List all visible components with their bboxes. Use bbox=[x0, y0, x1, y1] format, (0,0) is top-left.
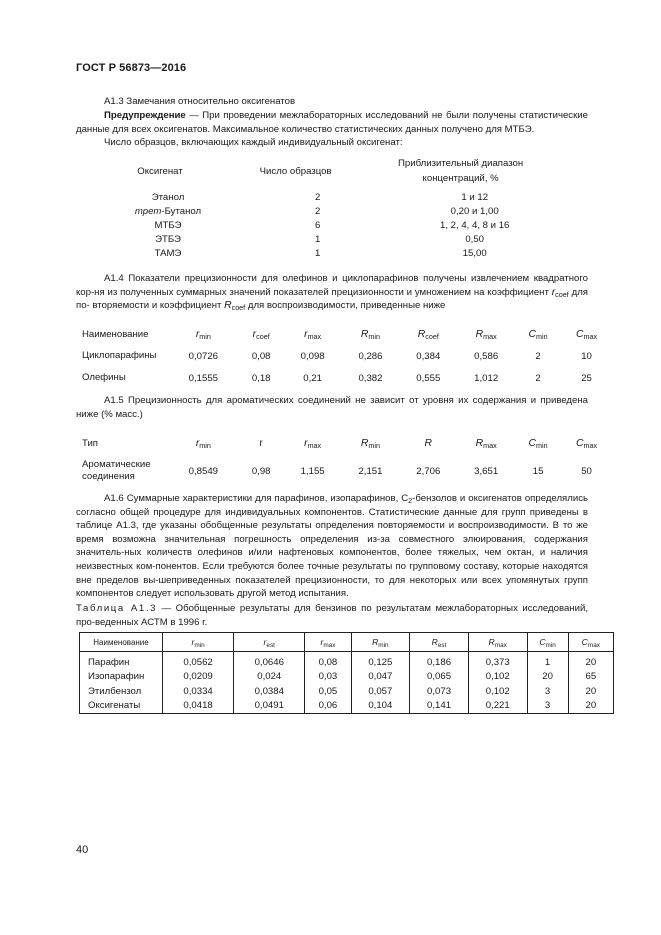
table-cell: 0,102 bbox=[468, 670, 527, 685]
precision-table-a14 bbox=[82, 323, 612, 389]
table-header-row bbox=[80, 633, 614, 652]
table-cell: 0,08 bbox=[251, 350, 271, 362]
sample-count: 1 bbox=[315, 248, 321, 260]
table-cell: 25 bbox=[581, 372, 592, 384]
table-cell: 0,555 bbox=[416, 372, 441, 384]
table-row bbox=[100, 218, 570, 232]
table-cell: 50 bbox=[581, 465, 592, 477]
table-row bbox=[80, 684, 614, 699]
table-cell: 0,073 bbox=[410, 684, 469, 699]
table-row bbox=[82, 456, 612, 486]
oxygenate-name: Этанол bbox=[151, 191, 185, 203]
table-cell: 10 bbox=[581, 350, 592, 362]
table-cell: 0,0334 bbox=[163, 684, 234, 699]
section-a16-text: А1.6 Суммарные характеристики для парафинов, изопарафинов, $С_2$-бензолов и оксигенатов определялись согласно общей процедуре для индивидуальных компонентов. Статистические данные для групп приведены в таблице А1.3, где указаны обобщенные результаты определения повторяемости и воспроизводимости. В то же время возможна значительная погрешность определения из-за совместного элюирования, содержания значитель-ных количеств олефинов и/или нафтеновых компонентов, более тяжелых, чем октан, и наличия неизвестных ком-понентов. Если требуются более точные результаты по групповому составу, которые находятся вне пределов вы-шеприведенных показателей прецизионности, то для некоторых или всех упомянутых групп компонентов следует использовать другой метод испытания. bbox=[76, 493, 588, 600]
column-header: $C_{min}$ bbox=[528, 328, 548, 341]
row-name: Парафин bbox=[80, 652, 163, 670]
column-header: $R_{max}$ bbox=[475, 437, 497, 450]
table-a13-caption: Таблица А1.3 — Обобщенные результаты для бензинов по результатам межлабораторных исследований, про-веденных АСТМ в 1996 г. bbox=[76, 603, 588, 628]
row-name: Этилбензол bbox=[80, 684, 163, 699]
table-cell: 2 bbox=[535, 372, 541, 384]
sample-count: 6 bbox=[315, 219, 321, 231]
table-header-row bbox=[82, 323, 612, 345]
column-header: $C_{max}$ bbox=[576, 437, 598, 450]
table-cell: 15 bbox=[532, 465, 544, 477]
table-cell: 0,0491 bbox=[234, 699, 305, 714]
table-cell: 0,8549 bbox=[188, 465, 219, 477]
sample-count: 1 bbox=[315, 234, 321, 246]
table-row bbox=[100, 204, 570, 218]
column-header: $R_{coef}$ bbox=[417, 328, 439, 341]
table-cell: 20 bbox=[568, 684, 613, 699]
table-cell: 0,21 bbox=[303, 372, 322, 384]
table-row bbox=[82, 345, 612, 367]
column-header: r bbox=[259, 437, 263, 449]
column-header: Приблизительный диапазон концентраций, % bbox=[398, 158, 524, 184]
table-cell: 20 bbox=[527, 670, 568, 685]
table-cell: 0,186 bbox=[410, 652, 469, 670]
table-cell: 1,012 bbox=[474, 372, 499, 384]
table-cell: 1 bbox=[527, 652, 568, 670]
column-header: $R_{max}$ bbox=[468, 633, 527, 652]
table-cell: 0,03 bbox=[305, 670, 351, 685]
concentration-range: 15,00 bbox=[462, 248, 487, 260]
table-row bbox=[100, 190, 570, 204]
column-header: Число образцов bbox=[259, 165, 332, 177]
column-header: $C_{max}$ bbox=[568, 633, 613, 652]
concentration-range: 0,50 bbox=[465, 234, 485, 246]
column-header: $C_{min}$ bbox=[527, 633, 568, 652]
warning-paragraph bbox=[76, 109, 588, 136]
column-header: $R_{max}$ bbox=[475, 328, 497, 341]
table-cell: 1,155 bbox=[300, 465, 325, 477]
table-cell: 0,18 bbox=[251, 372, 271, 384]
oxygenates-table-body bbox=[100, 190, 570, 261]
sample-count: 2 bbox=[315, 205, 321, 217]
concentration-range: 1 и 12 bbox=[461, 191, 489, 203]
table-cell: 0,098 bbox=[300, 350, 325, 362]
oxygenate-name: МТБЭ bbox=[154, 219, 182, 231]
table-cell: 3 bbox=[527, 684, 568, 699]
column-header: $r_{min}$ bbox=[195, 328, 211, 341]
column-header: R bbox=[424, 437, 433, 449]
table-cell: 0,08 bbox=[305, 652, 351, 670]
precision-table-a15 bbox=[82, 430, 612, 486]
table-cell: 0,057 bbox=[351, 684, 410, 699]
sample-count: 2 bbox=[315, 191, 321, 203]
page-number: 40 bbox=[76, 844, 89, 856]
table-cell: 0,0418 bbox=[163, 699, 234, 714]
column-header: $r_{max}$ bbox=[304, 437, 322, 450]
table-row bbox=[82, 367, 612, 389]
column-header: Оксигенат bbox=[137, 165, 183, 177]
row-name: Оксигенаты bbox=[80, 699, 163, 714]
concentration-range: 1, 2, 4, 4, 8 и 16 bbox=[440, 219, 510, 231]
column-header: Наименование bbox=[82, 328, 149, 340]
table-row bbox=[80, 652, 614, 670]
table-cell: 0,0209 bbox=[163, 670, 234, 685]
concentration-range: 0,20 и 1,00 bbox=[450, 205, 499, 217]
table-cell: 0,286 bbox=[358, 350, 383, 362]
table-cell: 0,98 bbox=[251, 465, 271, 477]
table-cell: 0,0562 bbox=[163, 652, 234, 670]
column-header: $r_{min}$ bbox=[195, 437, 211, 450]
table-cell: 0,065 bbox=[410, 670, 469, 685]
table-cell: 0,047 bbox=[351, 670, 410, 685]
table-cell: 0,05 bbox=[305, 684, 351, 699]
samples-count-text: Число образцов, включающих каждый индивидуальный оксигенат: bbox=[104, 137, 403, 148]
table-header-row bbox=[82, 430, 612, 456]
column-header: Тип bbox=[82, 437, 98, 449]
section-a14-text: А1.4 Показатели прецизионности для олефинов и циклопарафинов получены извлечением квадратного кор-ня из полученных суммарных значений показателей прецизионности и умножением на коэффициент $r_{coef}$ для по- вторяемости и коэффициент $R_{coef}$ для воспроизводимости, приведенные ниже bbox=[76, 273, 588, 313]
table-row bbox=[100, 247, 570, 261]
section-a13-title: А1.3 Замечания относительно оксигенатов bbox=[104, 96, 296, 107]
table-cell: 0,125 bbox=[351, 652, 410, 670]
table-header-row bbox=[100, 156, 570, 186]
row-name: Ароматические соединения bbox=[82, 459, 151, 482]
document-header: ГОСТ Р 56873—2016 bbox=[76, 62, 187, 74]
table-row bbox=[80, 699, 614, 714]
table-a13 bbox=[79, 632, 614, 714]
column-header: $r_{min}$ bbox=[163, 633, 234, 652]
column-header: $R_{est}$ bbox=[410, 633, 469, 652]
table-cell: 65 bbox=[568, 670, 613, 685]
warning-text: — При проведении межлабораторных исследований не были получены статистические данные для всех оксигенатов. Максимальное количество статистических данных получено для МТБЭ. bbox=[76, 110, 588, 135]
table-cell: 2 bbox=[535, 350, 541, 362]
column-header: $r_{max}$ bbox=[304, 328, 322, 341]
table-row bbox=[80, 670, 614, 685]
table-cell: 0,382 bbox=[358, 372, 383, 384]
column-header: $r_{coef}$ bbox=[252, 328, 270, 341]
section-a15-text: А1.5 Прецизионность для ароматических соединений не зависит от уровня их содержания и приведена ниже (% масс.) bbox=[76, 395, 588, 420]
column-header: $R_{min}$ bbox=[360, 437, 381, 450]
table-cell: 2,706 bbox=[416, 465, 441, 477]
table-row bbox=[100, 233, 570, 247]
table-cell: 20 bbox=[568, 652, 613, 670]
table-cell: 0,373 bbox=[468, 652, 527, 670]
table-cell: 2,151 bbox=[358, 465, 383, 477]
table-cell: 0,0384 bbox=[234, 684, 305, 699]
column-header: Наименование bbox=[80, 633, 163, 652]
column-header: $r_{max}$ bbox=[305, 633, 351, 652]
oxygenate-name: ЭТБЭ bbox=[155, 234, 181, 246]
table-cell: 0,102 bbox=[468, 684, 527, 699]
table-cell: 3 bbox=[527, 699, 568, 714]
column-header: $C_{min}$ bbox=[528, 437, 548, 450]
table-cell: 0,384 bbox=[416, 350, 441, 362]
column-header: $C_{max}$ bbox=[576, 328, 598, 341]
row-name: Олефины bbox=[82, 372, 126, 383]
table-cell: 0,0726 bbox=[188, 350, 219, 362]
table-cell: 20 bbox=[568, 699, 613, 714]
row-name: Изопарафин bbox=[80, 670, 163, 685]
column-header: $r_{est}$ bbox=[234, 633, 305, 652]
oxygenate-name: трет-Бутанол bbox=[134, 205, 202, 217]
table-cell: 0,221 bbox=[468, 699, 527, 714]
oxygenate-name: ТАМЭ bbox=[154, 248, 182, 260]
warning-label: Предупреждение bbox=[104, 110, 186, 121]
table-cell: 0,0646 bbox=[234, 652, 305, 670]
column-header: $R_{min}$ bbox=[351, 633, 410, 652]
table-cell: 0,024 bbox=[234, 670, 305, 685]
column-header: $R_{min}$ bbox=[360, 328, 381, 341]
table-cell: 0,104 bbox=[351, 699, 410, 714]
row-name: Циклопарафины bbox=[82, 350, 157, 361]
table-cell: 3,651 bbox=[474, 465, 499, 477]
table-cell: 0,06 bbox=[305, 699, 351, 714]
table-cell: 0,1555 bbox=[188, 372, 219, 384]
table-cell: 0,586 bbox=[474, 350, 499, 362]
table-cell: 0,141 bbox=[410, 699, 469, 714]
